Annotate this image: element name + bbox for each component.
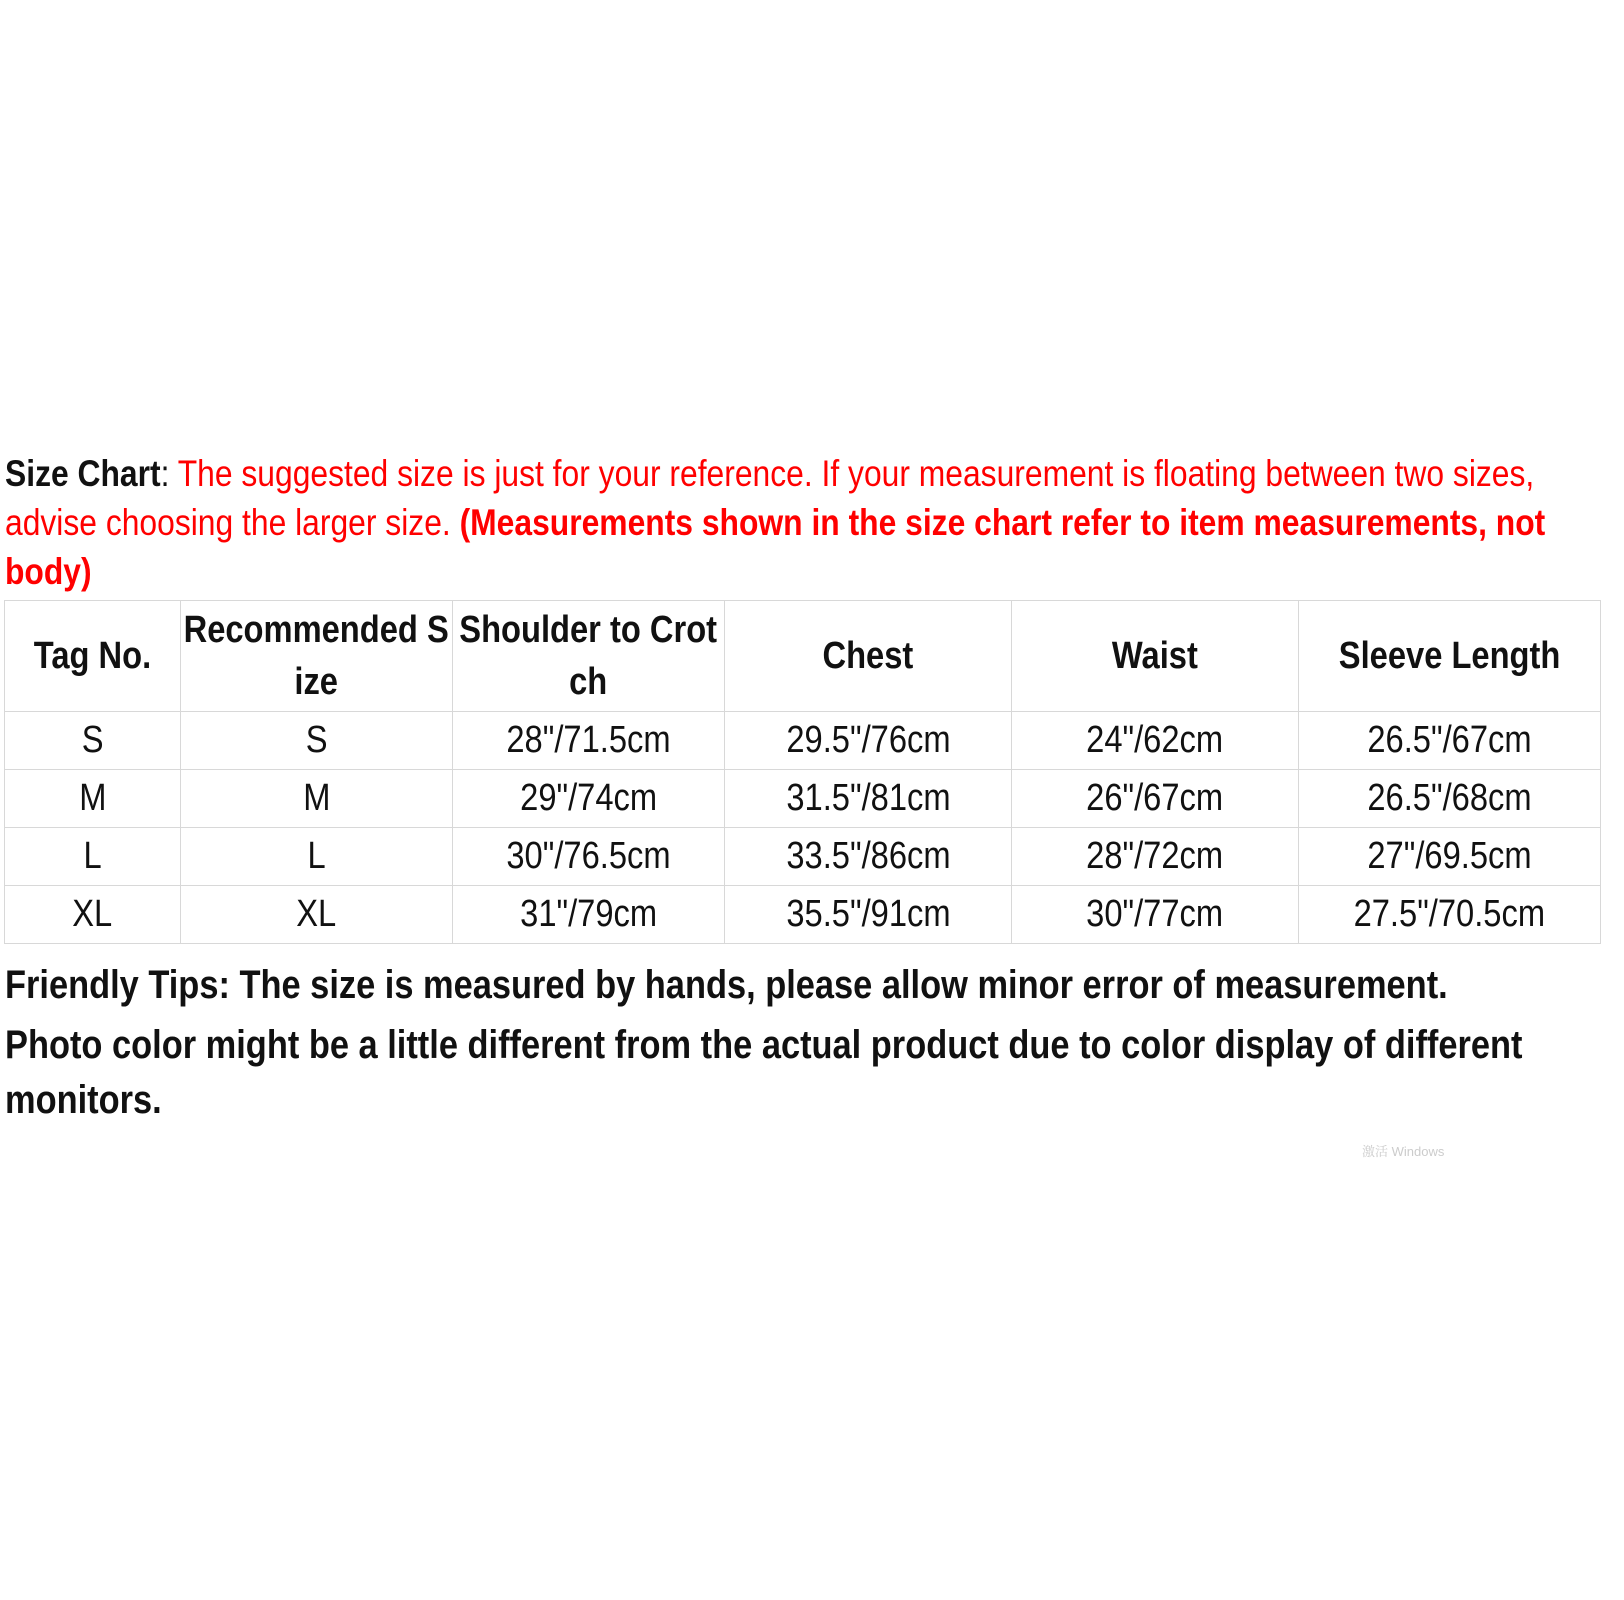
header-chest: Chest xyxy=(725,601,1012,712)
size-chart-label: Size Chart xyxy=(5,453,161,494)
table-cell: M xyxy=(5,770,181,828)
table-row xyxy=(5,712,1601,770)
table-cell: 26.5"/67cm xyxy=(1299,712,1601,770)
table-cell: M xyxy=(181,770,453,828)
header-waist: Waist xyxy=(1012,601,1299,712)
header-tag-no: Tag No. xyxy=(5,601,181,712)
tips-line-2: Photo color might be a little different from the actual product due to color display of different monitors. xyxy=(5,1023,1523,1122)
intro-note: The suggested size is just for your reference. If your measurement is floating between two sizes, advise choosing the larger size. xyxy=(5,453,1535,543)
table-cell: 28"/72cm xyxy=(1012,828,1299,886)
table-cell: S xyxy=(5,712,181,770)
table-cell: 28"/71.5cm xyxy=(453,712,725,770)
table-row xyxy=(5,828,1601,886)
intro-bold-note: (Measurements shown in the size chart refer to item measurements, not body) xyxy=(5,502,1546,592)
table-cell: 29.5"/76cm xyxy=(725,712,1012,770)
table-cell: 27.5"/70.5cm xyxy=(1299,886,1601,944)
table-cell: 31"/79cm xyxy=(453,886,725,944)
table-cell: 26"/67cm xyxy=(1012,770,1299,828)
table-cell: 26.5"/68cm xyxy=(1299,770,1601,828)
intro-colon: : xyxy=(160,453,178,494)
size-chart-intro xyxy=(5,449,1592,596)
table-row xyxy=(5,770,1601,828)
table-cell: 33.5"/86cm xyxy=(725,828,1012,886)
table-cell: 30"/76.5cm xyxy=(453,828,725,886)
table-cell: 31.5"/81cm xyxy=(725,770,1012,828)
table-row xyxy=(5,886,1601,944)
size-table xyxy=(4,600,1601,944)
table-cell: 27"/69.5cm xyxy=(1299,828,1601,886)
table-cell: L xyxy=(5,828,181,886)
table-cell: S xyxy=(181,712,453,770)
header-sleeve-length: Sleeve Length xyxy=(1299,601,1601,712)
table-cell: XL xyxy=(181,886,453,944)
table-cell: L xyxy=(181,828,453,886)
table-cell: 29"/74cm xyxy=(453,770,725,828)
header-shoulder-to-crotch: Shoulder to Crotch xyxy=(453,601,725,712)
tips-line-1: Friendly Tips: The size is measured by hands, please allow minor error of measurement. xyxy=(5,963,1448,1007)
table-header-row xyxy=(5,601,1601,712)
header-recommended-size: Recommended Size xyxy=(181,601,453,712)
friendly-tips xyxy=(5,958,1596,1133)
activation-watermark: 激活 Windows xyxy=(1362,1144,1445,1159)
table-cell: 35.5"/91cm xyxy=(725,886,1012,944)
table-cell: 30"/77cm xyxy=(1012,886,1299,944)
table-cell: 24"/62cm xyxy=(1012,712,1299,770)
table-cell: XL xyxy=(5,886,181,944)
